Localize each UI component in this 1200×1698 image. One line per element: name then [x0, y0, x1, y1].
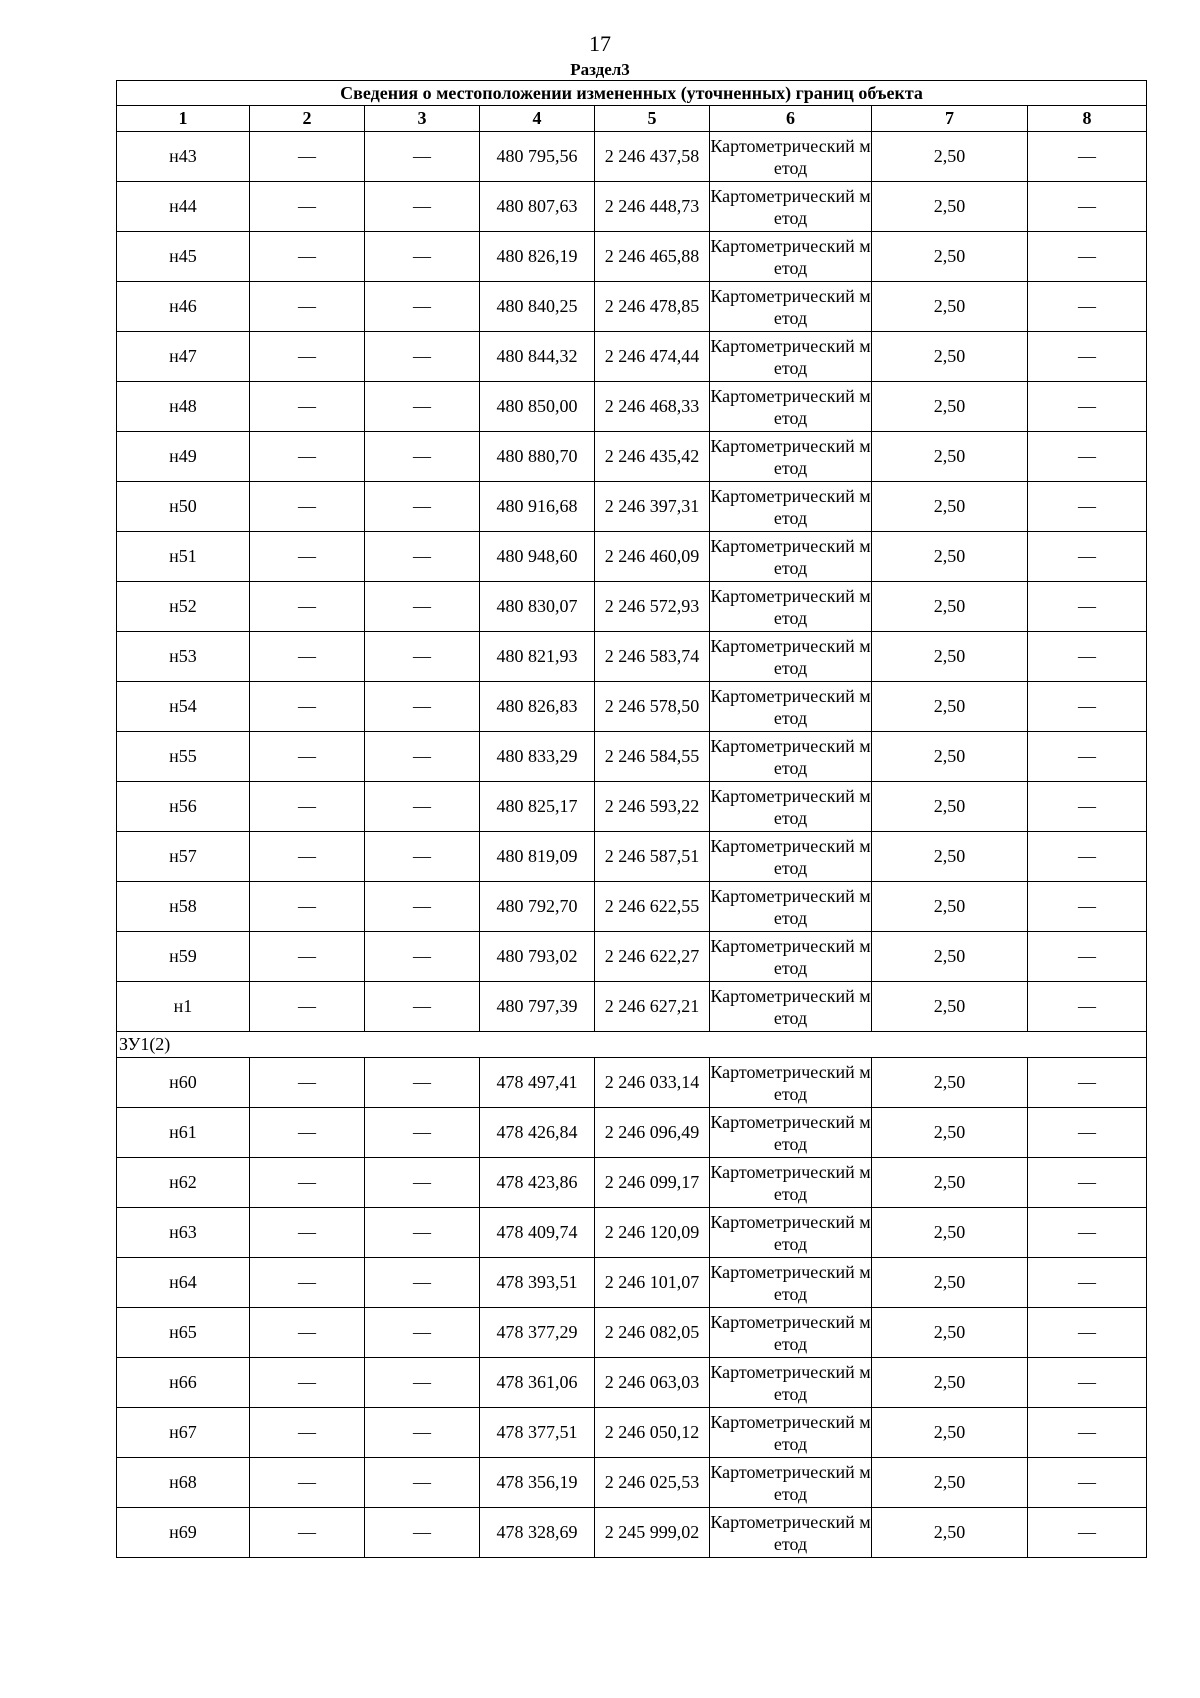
- table-row: [117, 482, 1147, 532]
- cell-col-2: —: [250, 182, 365, 232]
- cell-col-8: —: [1028, 1208, 1147, 1258]
- cell-col-8: —: [1028, 182, 1147, 232]
- cell-col-6: Картометрический метод: [710, 1208, 872, 1258]
- cell-col-5: 2 246 435,42: [595, 432, 710, 482]
- cell-col-2: —: [250, 1108, 365, 1158]
- cell-col-8: —: [1028, 582, 1147, 632]
- cell-col-2: —: [250, 832, 365, 882]
- cell-col-6: Картометрический метод: [710, 532, 872, 582]
- cell-col-8: —: [1028, 382, 1147, 432]
- cell-col-2: —: [250, 232, 365, 282]
- cell-col-2: —: [250, 582, 365, 632]
- cell-col-7: 2,50: [872, 382, 1028, 432]
- cell-col-4: 480 840,25: [480, 282, 595, 332]
- cell-col-1: н61: [117, 1108, 250, 1158]
- cell-col-4: 480 948,60: [480, 532, 595, 582]
- cell-col-3: —: [365, 632, 480, 682]
- column-header-8: 8: [1028, 106, 1147, 132]
- cell-col-5: 2 246 587,51: [595, 832, 710, 882]
- cell-col-5: 2 246 063,03: [595, 1358, 710, 1408]
- cell-col-1: н63: [117, 1208, 250, 1258]
- cell-col-3: —: [365, 1058, 480, 1108]
- cell-col-7: 2,50: [872, 482, 1028, 532]
- cell-col-4: 480 821,93: [480, 632, 595, 682]
- cell-col-6: Картометрический метод: [710, 1408, 872, 1458]
- cell-col-5: 2 246 578,50: [595, 682, 710, 732]
- cell-col-3: —: [365, 332, 480, 382]
- cell-col-2: —: [250, 1508, 365, 1558]
- cell-col-3: —: [365, 582, 480, 632]
- cell-col-6: Картометрический метод: [710, 982, 872, 1032]
- table-body: [117, 132, 1147, 1558]
- cell-col-4: 480 819,09: [480, 832, 595, 882]
- cell-col-3: —: [365, 1158, 480, 1208]
- cell-col-2: —: [250, 1408, 365, 1458]
- cell-col-4: 480 880,70: [480, 432, 595, 482]
- column-header-3: 3: [365, 106, 480, 132]
- cell-col-3: —: [365, 1358, 480, 1408]
- cell-col-4: 478 393,51: [480, 1258, 595, 1308]
- cell-col-4: 480 830,07: [480, 582, 595, 632]
- cell-col-4: 478 328,69: [480, 1508, 595, 1558]
- cell-col-4: 478 377,29: [480, 1308, 595, 1358]
- table-caption: Сведения о местоположении измененных (уточненных) границ объекта: [117, 81, 1147, 106]
- cell-col-5: 2 246 593,22: [595, 782, 710, 832]
- cell-col-5: 2 246 096,49: [595, 1108, 710, 1158]
- cell-col-7: 2,50: [872, 982, 1028, 1032]
- cell-col-1: н56: [117, 782, 250, 832]
- cell-col-5: 2 246 050,12: [595, 1408, 710, 1458]
- cell-col-4: 478 356,19: [480, 1458, 595, 1508]
- cell-col-4: 480 797,39: [480, 982, 595, 1032]
- cell-col-8: —: [1028, 982, 1147, 1032]
- cell-col-2: —: [250, 982, 365, 1032]
- cell-col-4: 480 826,19: [480, 232, 595, 282]
- table-row: [117, 132, 1147, 182]
- cell-col-4: 478 497,41: [480, 1058, 595, 1108]
- cell-col-3: —: [365, 732, 480, 782]
- cell-col-5: 2 246 101,07: [595, 1258, 710, 1308]
- cell-col-8: —: [1028, 682, 1147, 732]
- cell-col-4: 480 916,68: [480, 482, 595, 532]
- cell-col-8: —: [1028, 1408, 1147, 1458]
- cell-col-6: Картометрический метод: [710, 582, 872, 632]
- cell-col-1: н1: [117, 982, 250, 1032]
- cell-col-3: —: [365, 532, 480, 582]
- cell-col-3: —: [365, 1408, 480, 1458]
- cell-col-3: —: [365, 1258, 480, 1308]
- table-row: [117, 832, 1147, 882]
- table-row: [117, 1108, 1147, 1158]
- cell-col-6: Картометрический метод: [710, 1458, 872, 1508]
- cell-col-7: 2,50: [872, 1308, 1028, 1358]
- table-row: [117, 1208, 1147, 1258]
- cell-col-8: —: [1028, 482, 1147, 532]
- cell-col-6: Картометрический метод: [710, 232, 872, 282]
- cell-col-5: 2 246 465,88: [595, 232, 710, 282]
- cell-col-7: 2,50: [872, 532, 1028, 582]
- cell-col-4: 480 795,56: [480, 132, 595, 182]
- cell-col-4: 480 826,83: [480, 682, 595, 732]
- cell-col-7: 2,50: [872, 632, 1028, 682]
- cell-col-1: н64: [117, 1258, 250, 1308]
- cell-col-3: —: [365, 182, 480, 232]
- cell-col-5: 2 246 474,44: [595, 332, 710, 382]
- cell-col-8: —: [1028, 532, 1147, 582]
- cell-col-7: 2,50: [872, 932, 1028, 982]
- cell-col-4: 480 807,63: [480, 182, 595, 232]
- cell-col-6: Картометрический метод: [710, 1258, 872, 1308]
- cell-col-6: Картометрический метод: [710, 682, 872, 732]
- cell-col-4: 478 423,86: [480, 1158, 595, 1208]
- cell-col-5: 2 246 583,74: [595, 632, 710, 682]
- cell-col-6: Картометрический метод: [710, 782, 872, 832]
- cell-col-2: —: [250, 1358, 365, 1408]
- cell-col-7: 2,50: [872, 1258, 1028, 1308]
- column-header-7: 7: [872, 106, 1028, 132]
- cell-col-6: Картометрический метод: [710, 1158, 872, 1208]
- table-row: [117, 732, 1147, 782]
- cell-col-1: н55: [117, 732, 250, 782]
- cell-col-4: 480 792,70: [480, 882, 595, 932]
- cell-col-8: —: [1028, 332, 1147, 382]
- cell-col-5: 2 246 468,33: [595, 382, 710, 432]
- cell-col-6: Картометрический метод: [710, 1358, 872, 1408]
- cell-col-4: 478 377,51: [480, 1408, 595, 1458]
- cell-col-8: —: [1028, 432, 1147, 482]
- cell-col-2: —: [250, 482, 365, 532]
- cell-col-8: —: [1028, 1458, 1147, 1508]
- table-row: [117, 432, 1147, 482]
- cell-col-2: —: [250, 682, 365, 732]
- cell-col-1: н48: [117, 382, 250, 432]
- cell-col-8: —: [1028, 1258, 1147, 1308]
- table-row: [117, 932, 1147, 982]
- group-label: ЗУ1(2): [117, 1032, 1147, 1058]
- cell-col-1: н43: [117, 132, 250, 182]
- column-header-1: 1: [117, 106, 250, 132]
- cell-col-6: Картометрический метод: [710, 1058, 872, 1108]
- cell-col-5: 2 246 584,55: [595, 732, 710, 782]
- cell-col-1: н60: [117, 1058, 250, 1108]
- cell-col-1: н50: [117, 482, 250, 532]
- cell-col-8: —: [1028, 1058, 1147, 1108]
- cell-col-2: —: [250, 932, 365, 982]
- table-row: [117, 582, 1147, 632]
- cell-col-1: н65: [117, 1308, 250, 1358]
- cell-col-8: —: [1028, 782, 1147, 832]
- cell-col-2: —: [250, 632, 365, 682]
- table-row: [117, 682, 1147, 732]
- cell-col-7: 2,50: [872, 582, 1028, 632]
- table-row: [117, 1158, 1147, 1208]
- cell-col-3: —: [365, 982, 480, 1032]
- cell-col-6: Картометрический метод: [710, 432, 872, 482]
- table-row: [117, 1358, 1147, 1408]
- cell-col-2: —: [250, 132, 365, 182]
- cell-col-8: —: [1028, 1108, 1147, 1158]
- cell-col-3: —: [365, 882, 480, 932]
- cell-col-3: —: [365, 932, 480, 982]
- cell-col-3: —: [365, 282, 480, 332]
- cell-col-2: —: [250, 1158, 365, 1208]
- group-row: [117, 1032, 1147, 1058]
- cell-col-2: —: [250, 1458, 365, 1508]
- cell-col-6: Картометрический метод: [710, 132, 872, 182]
- cell-col-7: 2,50: [872, 1458, 1028, 1508]
- column-header-4: 4: [480, 106, 595, 132]
- cell-col-7: 2,50: [872, 1508, 1028, 1558]
- cell-col-5: 2 246 622,27: [595, 932, 710, 982]
- table-row: [117, 282, 1147, 332]
- cell-col-7: 2,50: [872, 682, 1028, 732]
- cell-col-7: 2,50: [872, 432, 1028, 482]
- cell-col-4: 478 361,06: [480, 1358, 595, 1408]
- table-row: [117, 532, 1147, 582]
- cell-col-1: н54: [117, 682, 250, 732]
- cell-col-4: 478 426,84: [480, 1108, 595, 1158]
- cell-col-8: —: [1028, 932, 1147, 982]
- cell-col-2: —: [250, 1058, 365, 1108]
- table-row: [117, 882, 1147, 932]
- cell-col-2: —: [250, 732, 365, 782]
- cell-col-6: Картометрический метод: [710, 882, 872, 932]
- table-row: [117, 632, 1147, 682]
- cell-col-1: н47: [117, 332, 250, 382]
- cell-col-3: —: [365, 1308, 480, 1358]
- boundary-table: [116, 80, 1147, 1558]
- cell-col-4: 480 793,02: [480, 932, 595, 982]
- cell-col-7: 2,50: [872, 832, 1028, 882]
- cell-col-7: 2,50: [872, 1408, 1028, 1458]
- cell-col-1: н59: [117, 932, 250, 982]
- cell-col-8: —: [1028, 882, 1147, 932]
- cell-col-3: —: [365, 1108, 480, 1158]
- cell-col-1: н57: [117, 832, 250, 882]
- table-row: [117, 1058, 1147, 1108]
- cell-col-4: 480 825,17: [480, 782, 595, 832]
- column-header-6: 6: [710, 106, 872, 132]
- table-row: [117, 982, 1147, 1032]
- cell-col-3: —: [365, 232, 480, 282]
- cell-col-6: Картометрический метод: [710, 182, 872, 232]
- cell-col-5: 2 246 120,09: [595, 1208, 710, 1258]
- cell-col-8: —: [1028, 732, 1147, 782]
- cell-col-1: н53: [117, 632, 250, 682]
- cell-col-1: н44: [117, 182, 250, 232]
- section-title: Раздел3: [570, 60, 630, 79]
- cell-col-2: —: [250, 382, 365, 432]
- cell-col-8: —: [1028, 282, 1147, 332]
- cell-col-8: —: [1028, 832, 1147, 882]
- cell-col-2: —: [250, 332, 365, 382]
- cell-col-3: —: [365, 482, 480, 532]
- cell-col-5: 2 246 437,58: [595, 132, 710, 182]
- cell-col-8: —: [1028, 1508, 1147, 1558]
- cell-col-3: —: [365, 1208, 480, 1258]
- cell-col-2: —: [250, 882, 365, 932]
- table-row: [117, 382, 1147, 432]
- cell-col-8: —: [1028, 132, 1147, 182]
- cell-col-1: н49: [117, 432, 250, 482]
- cell-col-7: 2,50: [872, 282, 1028, 332]
- cell-col-5: 2 246 397,31: [595, 482, 710, 532]
- cell-col-7: 2,50: [872, 132, 1028, 182]
- cell-col-7: 2,50: [872, 332, 1028, 382]
- cell-col-4: 480 850,00: [480, 382, 595, 432]
- cell-col-7: 2,50: [872, 732, 1028, 782]
- cell-col-7: 2,50: [872, 1208, 1028, 1258]
- cell-col-1: н51: [117, 532, 250, 582]
- cell-col-3: —: [365, 132, 480, 182]
- cell-col-6: Картометрический метод: [710, 632, 872, 682]
- cell-col-5: 2 246 448,73: [595, 182, 710, 232]
- cell-col-6: Картометрический метод: [710, 932, 872, 982]
- table-row: [117, 232, 1147, 282]
- cell-col-5: 2 246 099,17: [595, 1158, 710, 1208]
- cell-col-1: н45: [117, 232, 250, 282]
- cell-col-6: Картометрический метод: [710, 832, 872, 882]
- column-header-5: 5: [595, 106, 710, 132]
- cell-col-4: 478 409,74: [480, 1208, 595, 1258]
- table-row: [117, 782, 1147, 832]
- cell-col-7: 2,50: [872, 232, 1028, 282]
- cell-col-3: —: [365, 1458, 480, 1508]
- cell-col-6: Картометрический метод: [710, 1108, 872, 1158]
- cell-col-5: 2 246 460,09: [595, 532, 710, 582]
- cell-col-6: Картометрический метод: [710, 332, 872, 382]
- cell-col-7: 2,50: [872, 1058, 1028, 1108]
- cell-col-2: —: [250, 532, 365, 582]
- cell-col-6: Картометрический метод: [710, 282, 872, 332]
- cell-col-1: н46: [117, 282, 250, 332]
- cell-col-7: 2,50: [872, 1158, 1028, 1208]
- cell-col-6: Картометрический метод: [710, 1308, 872, 1358]
- cell-col-7: 2,50: [872, 1358, 1028, 1408]
- cell-col-5: 2 246 627,21: [595, 982, 710, 1032]
- cell-col-8: —: [1028, 1158, 1147, 1208]
- table-row: [117, 1258, 1147, 1308]
- cell-col-2: —: [250, 432, 365, 482]
- cell-col-1: н68: [117, 1458, 250, 1508]
- cell-col-1: н62: [117, 1158, 250, 1208]
- cell-col-6: Картометрический метод: [710, 1508, 872, 1558]
- table-row: [117, 332, 1147, 382]
- cell-col-3: —: [365, 832, 480, 882]
- table-row: [117, 182, 1147, 232]
- cell-col-5: 2 246 622,55: [595, 882, 710, 932]
- cell-col-2: —: [250, 1208, 365, 1258]
- cell-col-8: —: [1028, 1358, 1147, 1408]
- cell-col-3: —: [365, 1508, 480, 1558]
- cell-col-4: 480 844,32: [480, 332, 595, 382]
- cell-col-5: 2 245 999,02: [595, 1508, 710, 1558]
- cell-col-7: 2,50: [872, 882, 1028, 932]
- column-header-2: 2: [250, 106, 365, 132]
- cell-col-8: —: [1028, 632, 1147, 682]
- cell-col-3: —: [365, 782, 480, 832]
- cell-col-7: 2,50: [872, 782, 1028, 832]
- cell-col-6: Картометрический метод: [710, 382, 872, 432]
- cell-col-2: —: [250, 282, 365, 332]
- table-row: [117, 1308, 1147, 1358]
- cell-col-2: —: [250, 1258, 365, 1308]
- cell-col-4: 480 833,29: [480, 732, 595, 782]
- table-row: [117, 1458, 1147, 1508]
- cell-col-2: —: [250, 782, 365, 832]
- cell-col-5: 2 246 478,85: [595, 282, 710, 332]
- page-number: 17: [589, 31, 611, 56]
- cell-col-6: Картометрический метод: [710, 482, 872, 532]
- cell-col-1: н58: [117, 882, 250, 932]
- cell-col-1: н69: [117, 1508, 250, 1558]
- cell-col-5: 2 246 082,05: [595, 1308, 710, 1358]
- cell-col-1: н67: [117, 1408, 250, 1458]
- cell-col-5: 2 246 572,93: [595, 582, 710, 632]
- table-row: [117, 1408, 1147, 1458]
- cell-col-7: 2,50: [872, 182, 1028, 232]
- cell-col-1: н66: [117, 1358, 250, 1408]
- cell-col-5: 2 246 033,14: [595, 1058, 710, 1108]
- cell-col-5: 2 246 025,53: [595, 1458, 710, 1508]
- cell-col-1: н52: [117, 582, 250, 632]
- cell-col-3: —: [365, 432, 480, 482]
- cell-col-2: —: [250, 1308, 365, 1358]
- cell-col-3: —: [365, 682, 480, 732]
- cell-col-8: —: [1028, 1308, 1147, 1358]
- cell-col-8: —: [1028, 232, 1147, 282]
- cell-col-6: Картометрический метод: [710, 732, 872, 782]
- column-header-row: [117, 106, 1147, 132]
- cell-col-7: 2,50: [872, 1108, 1028, 1158]
- table-row: [117, 1508, 1147, 1558]
- cell-col-3: —: [365, 382, 480, 432]
